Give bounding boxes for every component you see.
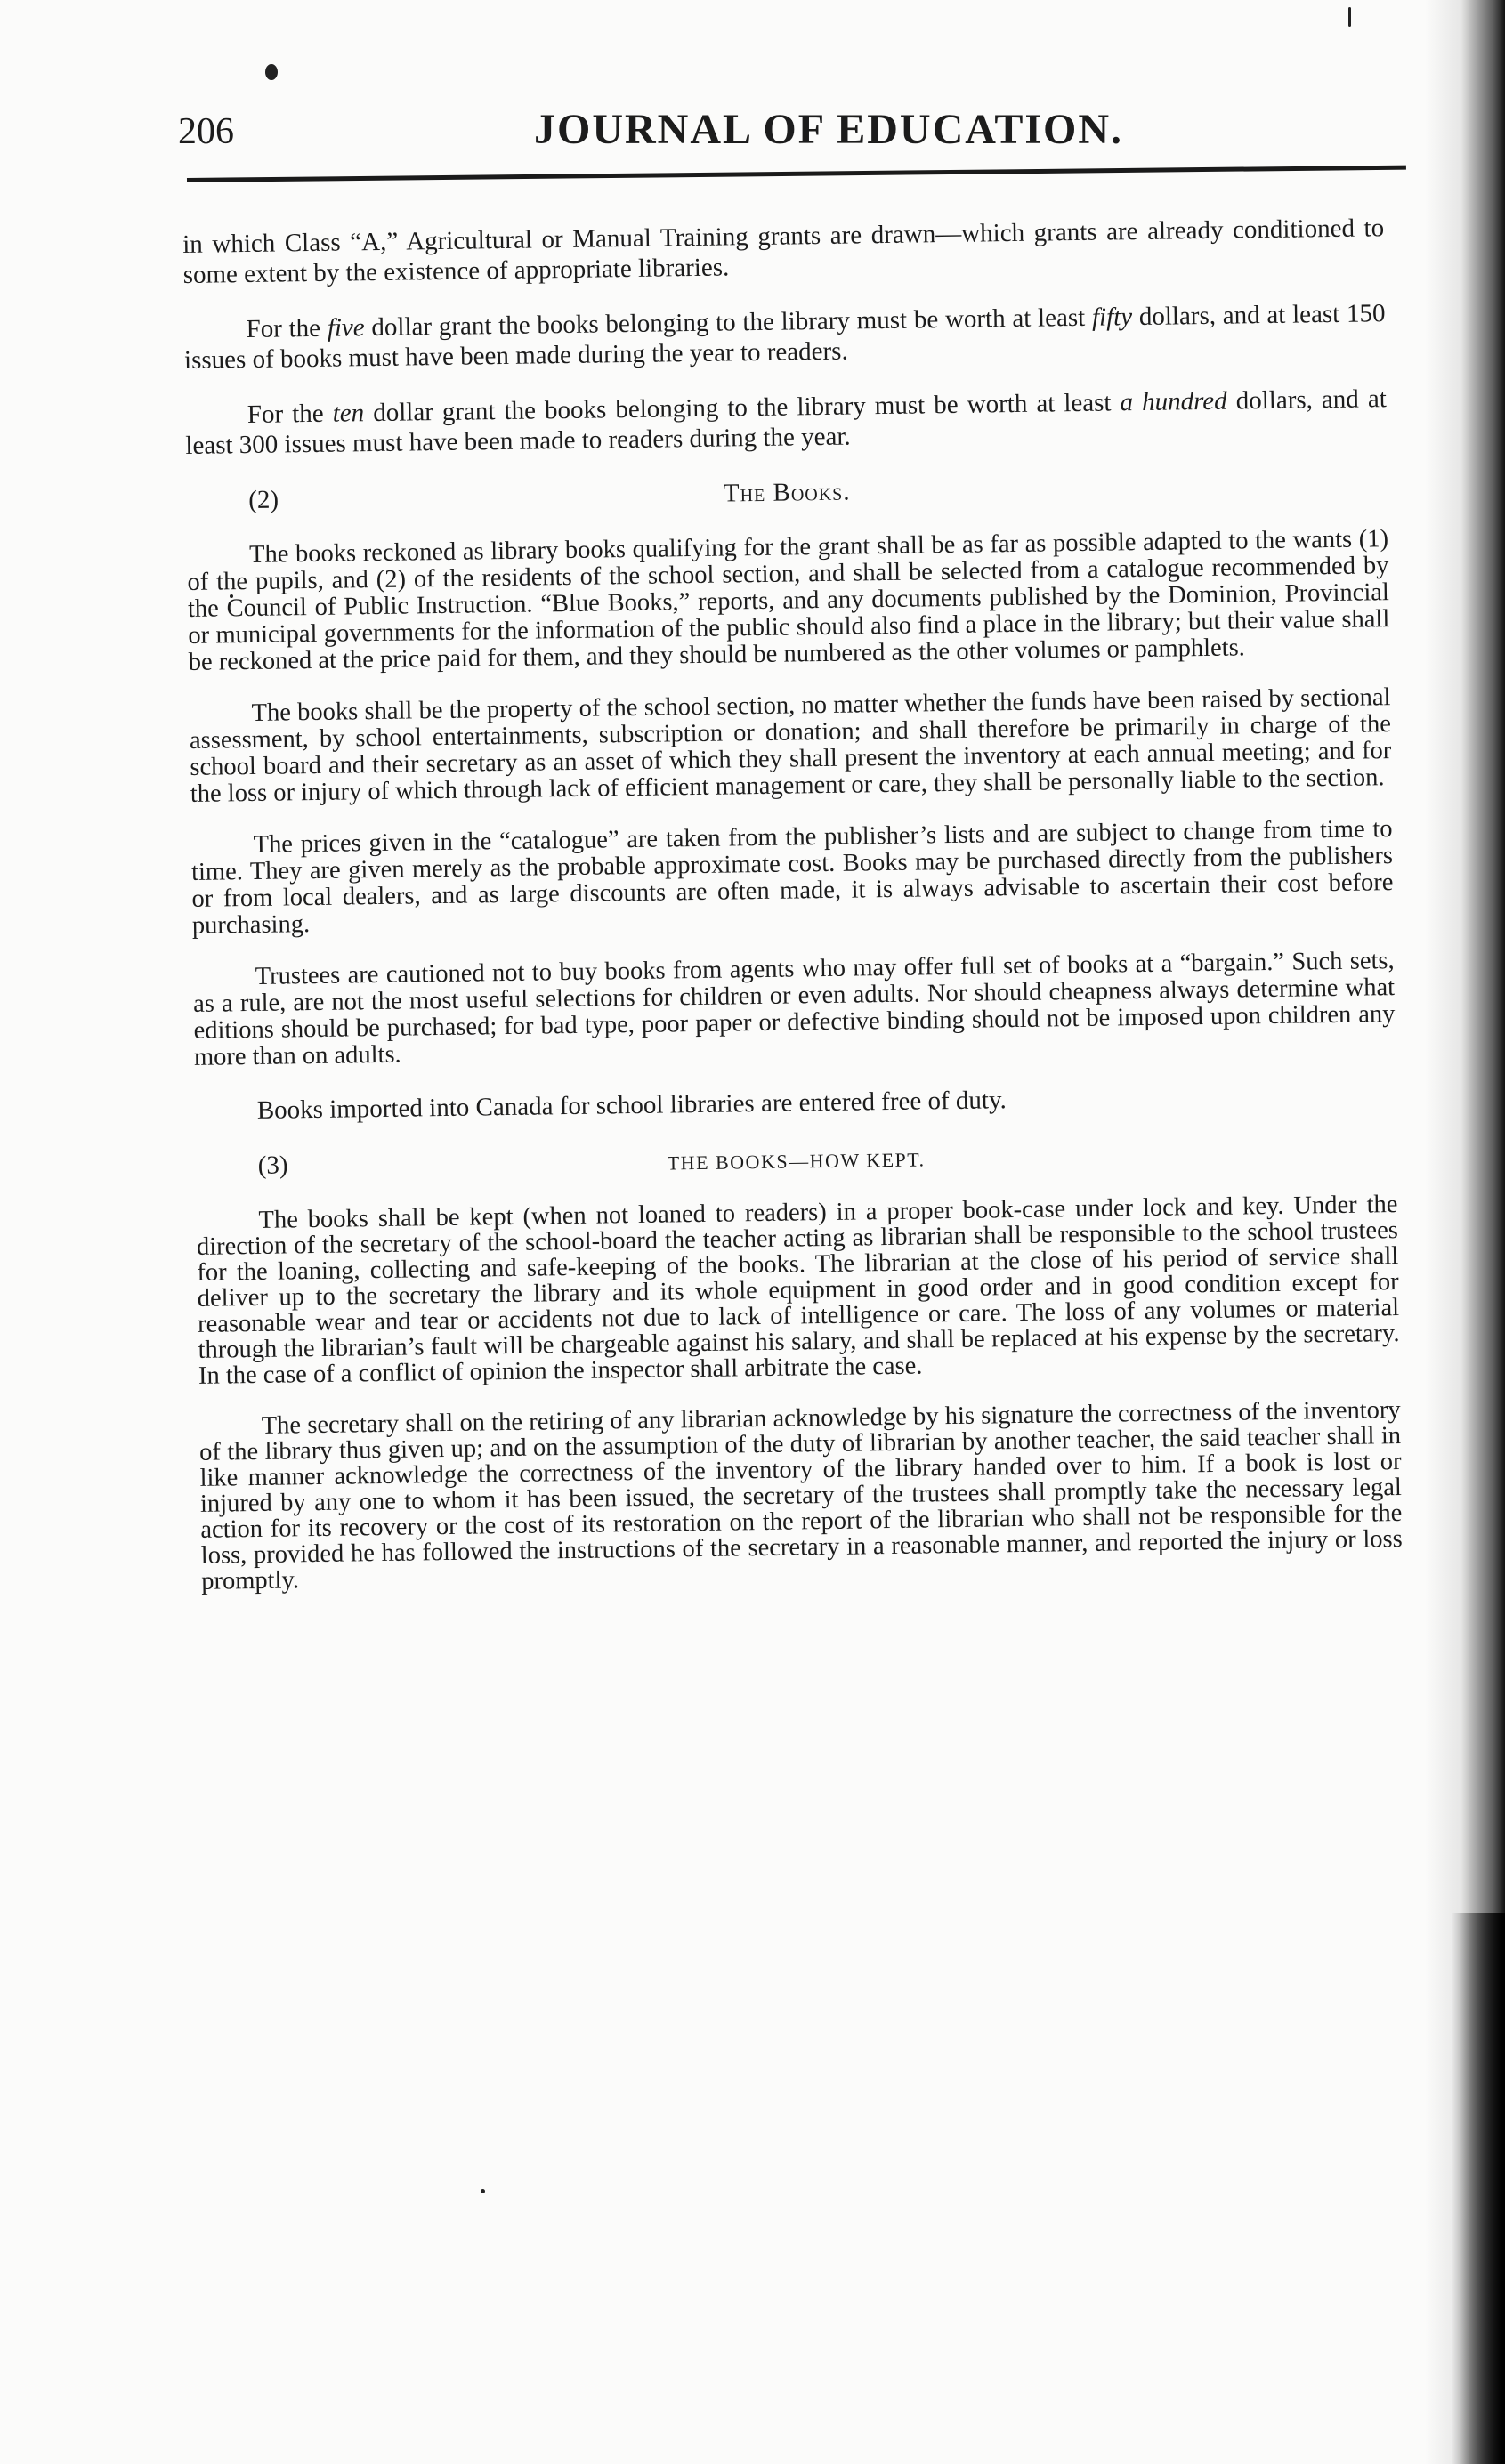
paragraph (193, 948, 1396, 1071)
section-number: (2) (248, 485, 279, 514)
paragraph (195, 1079, 1396, 1127)
paragraph (185, 384, 1388, 461)
paragraph-text: in which Class “A,” Agricultural or Manual Training grants are drawn—which grants are already conditioned to some extent by the existence of appropriate libraries. (182, 214, 1385, 289)
paragraph-text: dollars, and at least 300 issues must have been made to readers during the year. (185, 384, 1388, 460)
paragraph-text: dollar grant the books belonging to the library must be worth at least (364, 303, 1093, 343)
journal-title: JOURNAL OF EDUCATION. (534, 106, 1124, 153)
paragraph-text: For the (247, 399, 333, 430)
paragraph-text: Trustees are cautioned not to buy books from agents who may offer full set of books at a “bargain.” Such sets, as a rule, are not the most useful selections for children or even adults. Nor should cheapness always determine what editions should be purchased; for bad type, poor paper or defective binding should not be imposed upon children any more than on adults. (192, 947, 1396, 1071)
page-number: 206 (178, 111, 234, 152)
header-rule (187, 166, 1406, 182)
section-title: THE BOOKS—HOW KEPT. (667, 1148, 926, 1175)
section-number: (3) (257, 1151, 288, 1180)
section-heading (195, 1135, 1396, 1187)
emphasis-text: five (327, 313, 365, 343)
paragraph-text: Books imported into Canada for school libraries are entered free of duty. (256, 1086, 1007, 1125)
paragraph (183, 298, 1386, 376)
section-heading (186, 469, 1388, 521)
paragraph-text: dollars, and at least 150 issues of books must have been made during the year to readers. (183, 299, 1386, 375)
paragraph (189, 684, 1392, 808)
emphasis-text: ten (332, 399, 365, 428)
paragraph-text: The prices given in the “catalogue” are taken from the publisher’s lists and are subject to change from time to time. They are given merely as the probable approximate cost. Books may be purchased directly from the publishers or from local dealers, and as large discounts are often made, it is always advisable to ascertain their cost before purchasing. (190, 815, 1394, 940)
emphasis-text: a hundred (1120, 386, 1227, 417)
paragraph-text: For the (246, 313, 328, 344)
ink-speck (1348, 7, 1351, 27)
ink-speck (265, 64, 278, 80)
ink-speck (481, 2189, 485, 2193)
emphasis-text: fifty (1091, 303, 1133, 332)
paragraph (187, 526, 1390, 676)
paragraph-text: The books shall be kept (when not loaned to readers) in a proper book-case under lock and key. Under the direction of the secretary of the school-board the teacher acting as librarian shall be responsible to the school trustees for the loaning, collecting and safe-keeping of the books. The librarian at the close of his period of service shall deliver up to the secretary the library and its whole equipment in good order and in good condition except for reasonable wear and tear or accidents not due to lack of intelligence or care. The loss of any volumes or material through the librarian’s fault will be chargeable against his salary, and shall be replaced at his expense by the secretary. In the case of a conflict of opinion the inspector shall arbitrate the case. (196, 1191, 1400, 1390)
paragraph-text: dollar grant the books belonging to the library must be worth at least (363, 388, 1121, 428)
page-edge-shadow-lower (1452, 1913, 1505, 2464)
paragraph-text: The books reckoned as library books qualifying for the grant shall be as far as possible adapted to the wants (1) of the pupils, and (2) of the residents of the school section, and shall be selected from a catalogue recommended by the Council of Public Instruction. “Blue Books,” reports, and any documents published by the Dominion, Provincial or municipal governments for the information of the public should also find a place in the library; but their value shall be reckoned at the price paid for them, and they should be numbered as the other volumes or pamphlets. (187, 525, 1390, 676)
paragraph (196, 1192, 1400, 1389)
paragraph (190, 816, 1394, 940)
paragraph-text: The books shall be the property of the school section, no matter whether the funds have been raised by sectional assessment, by school entertainments, subscription or donation; and shall therefore be primarily in charge of the school board and their secretary as an asset of which they shall present the inventory at each annual meeting; and for the loss or injury of which through lack of efficient management or care, they shall be personally liable to the section. (189, 683, 1392, 808)
paragraph (199, 1397, 1404, 1595)
section-title: The Books. (723, 477, 851, 508)
article-body (182, 213, 1404, 1620)
paragraph-text: The secretary shall on the retiring of any librarian acknowledge by his signature the correctness of the inventory of the library thus given up; and on the assumption of the duty of librarian by another teacher, the said teacher shall in like manner acknowledge the correctness of the inventory of the library handed over to him. If a book is lost or injured by any one to whom it has been issued, the secretary of the trustees shall promptly take the necessary legal action for its recovery or the cost of its restoration on the report of the librarian who shall not be responsible for the loss, provided he has followed the instructions of the secretary in a reasonable manner, and reported the injury or loss promptly. (198, 1396, 1403, 1596)
page-header (178, 98, 1415, 160)
paragraph (182, 213, 1385, 290)
